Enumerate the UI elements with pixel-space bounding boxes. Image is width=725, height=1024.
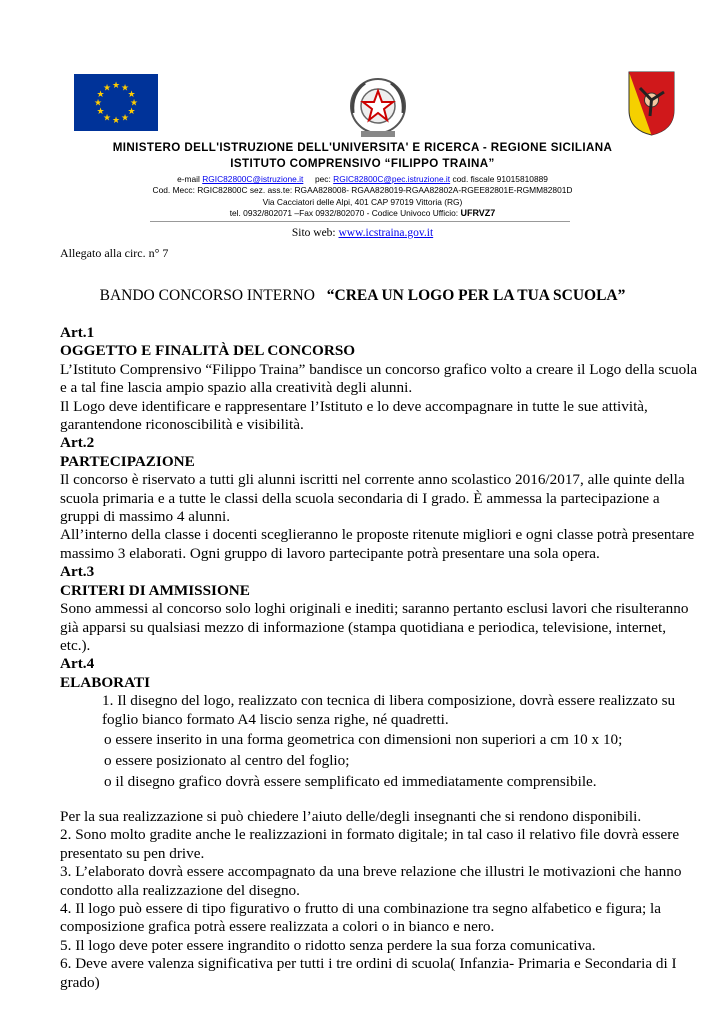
paragraph: 1. Il disegno del logo, realizzato con tecnica di libera composizione, dovrà essere realizzato su foglio bianco formato A4 liscio senza righe, né quadretti.: [102, 692, 676, 728]
sicily-coat-of-arms-icon: [628, 70, 675, 136]
article-number: Art.1: [60, 324, 95, 341]
svg-text:★: ★: [111, 81, 121, 91]
paragraph: 4. Il logo può essere di tipo figurativo o frutto di una combinazione tra segno alfabetico e figura; la composizione grafica potrà essere realizzata a colori o in bianco e nero.: [60, 899, 661, 936]
list-item: o essere inserito in una forma geometrica con dimensioni non superiori a cm 10 x 10;: [104, 730, 623, 748]
address: Via Cacciatori delle Alpi, 401 CAP 97019 Vittoria (RG): [262, 197, 463, 207]
svg-text:★: ★: [111, 116, 121, 126]
svg-text:★: ★: [120, 83, 130, 94]
article-title: CRITERI DI AMMISSIONE: [60, 581, 250, 599]
paragraph: 5. Il logo deve poter essere ingrandito o ridotto senza perdere la sua forza comunicativa.: [60, 936, 596, 954]
eu-flag-icon: [74, 74, 158, 131]
paragraph: 2. Sono molto gradite anche le realizzazioni in formato digitale; in tal caso il relativo file dovrà essere presentato su pen drive.: [60, 826, 680, 862]
header-divider: [150, 221, 570, 222]
spacer: [60, 792, 700, 808]
article-number: Art.4: [60, 655, 95, 673]
pec-link[interactable]: RGIC82800C@pec.istruzione.it: [333, 174, 451, 184]
document-body: [60, 324, 700, 992]
paragraph: Il Logo deve identificare e rappresentare l’Istituto e lo deve accompagnare in tutte le sue attività, garantendone riconoscibilità e visibilità.: [60, 397, 648, 434]
article-number: Art.3: [60, 563, 95, 581]
paragraph: Il concorso è riservato a tutti gli alunni iscritti nel corrente anno scolastico 2016/2017, alle quinte della scuola primaria e a tutte le classi della scuola secondaria di I grado. È ammessa la partecipazione a gruppi di massimo 4 alunni.: [60, 471, 685, 526]
paragraph: 6. Deve avere valenza significativa per tutti i tre ordini di scuola( Infanzia- Primaria e Secondaria di I grado): [60, 955, 677, 991]
school-name: ISTITUTO COMPRENSIVO “FILIPPO TRAINA”: [230, 157, 495, 170]
ministry-heading: MINISTERO DELL'ISTRUZIONE DELL'UNIVERSITA' E RICERCA - REGIONE SICILIANA: [112, 141, 613, 154]
attachment-note: Allegato alla circ. n° 7: [60, 246, 169, 260]
svg-text:★: ★: [120, 113, 130, 124]
website-line: Sito web: www.icstraina.gov.it: [291, 227, 434, 239]
svg-text:★: ★: [127, 107, 136, 117]
email-link[interactable]: RGIC82800C@istruzione.it: [202, 174, 304, 184]
paragraph: All’interno della classe i docenti sceglieranno le proposte ritenute migliori e ogni classe potrà presentare massimo 3 elaborati. Ogni gruppo di lavoro partecipante potrà presentare una sola opera.: [60, 526, 695, 562]
svg-text:★: ★: [93, 98, 103, 109]
article-title: PARTECIPAZIONE: [60, 452, 195, 470]
fiscal-code: cod. fiscale 91015810889: [452, 174, 548, 184]
article-title: OGGETTO E FINALITÀ DEL CONCORSO: [60, 342, 356, 360]
mecc-codes: Cod. Mecc: RGIC82800C sez. ass.te: RGAA828008- RGAA828019-RGAA82802A-RGEE82801E-RGMM82801D: [152, 185, 573, 195]
unique-code: UFRVZ7: [460, 208, 496, 218]
notice-title: BANDO CONCORSO INTERNO “CREA UN LOGO PER LA TUA SCUOLA”: [99, 287, 626, 304]
article-title: ELABORATI: [60, 673, 151, 691]
svg-text:★: ★: [102, 83, 112, 94]
paragraph: Sono ammessi al concorso solo loghi originali e inediti; saranno pertanto esclusi lavori che risulteranno già apparsi su qualsiasi mezzo di informazione (stampa quotidiana e periodica, televisione, internet, etc.).: [60, 600, 689, 654]
list-item: o il disegno grafico dovrà essere semplificato ed immediatamente comprensibile.: [104, 772, 597, 790]
svg-text:★: ★: [102, 113, 112, 124]
phone-line: tel. 0932/802071 –Fax 0932/802070 - Codice Univoco Ufficio: UFRVZ7: [229, 208, 496, 218]
article-number: Art.2: [60, 434, 95, 452]
paragraph: 3. L’elaborato dovrà essere accompagnato da una breve relazione che illustri le motivazioni che hanno condotto alla realizzazione del disegno.: [60, 863, 682, 899]
svg-text:★: ★: [96, 90, 105, 100]
svg-text:★: ★: [129, 98, 139, 109]
paragraph: Per la sua realizzazione si può chiedere l’aiuto delle/degli insegnanti che si rendono disponibili.: [60, 807, 642, 825]
list-item: o essere posizionato al centro del foglio;: [104, 751, 350, 769]
svg-text:★: ★: [96, 107, 105, 117]
contest-name: “CREA UN LOGO PER LA TUA SCUOLA”: [326, 287, 626, 304]
paragraph: L’Istituto Comprensivo “Filippo Traina” bandisce un concorso grafico volto a creare il Logo della scuola e a tal fine lascia ampio spazio alla creatività degli alunni.: [60, 360, 698, 397]
contact-line: e-mail RGIC82800C@istruzione.it pec: RGIC82800C@pec.istruzione.it cod. fiscale 91015810889: [177, 174, 548, 184]
website-link[interactable]: www.icstraina.gov.it: [338, 227, 434, 239]
svg-text:★: ★: [127, 90, 136, 100]
italian-emblem-icon: [343, 73, 413, 143]
